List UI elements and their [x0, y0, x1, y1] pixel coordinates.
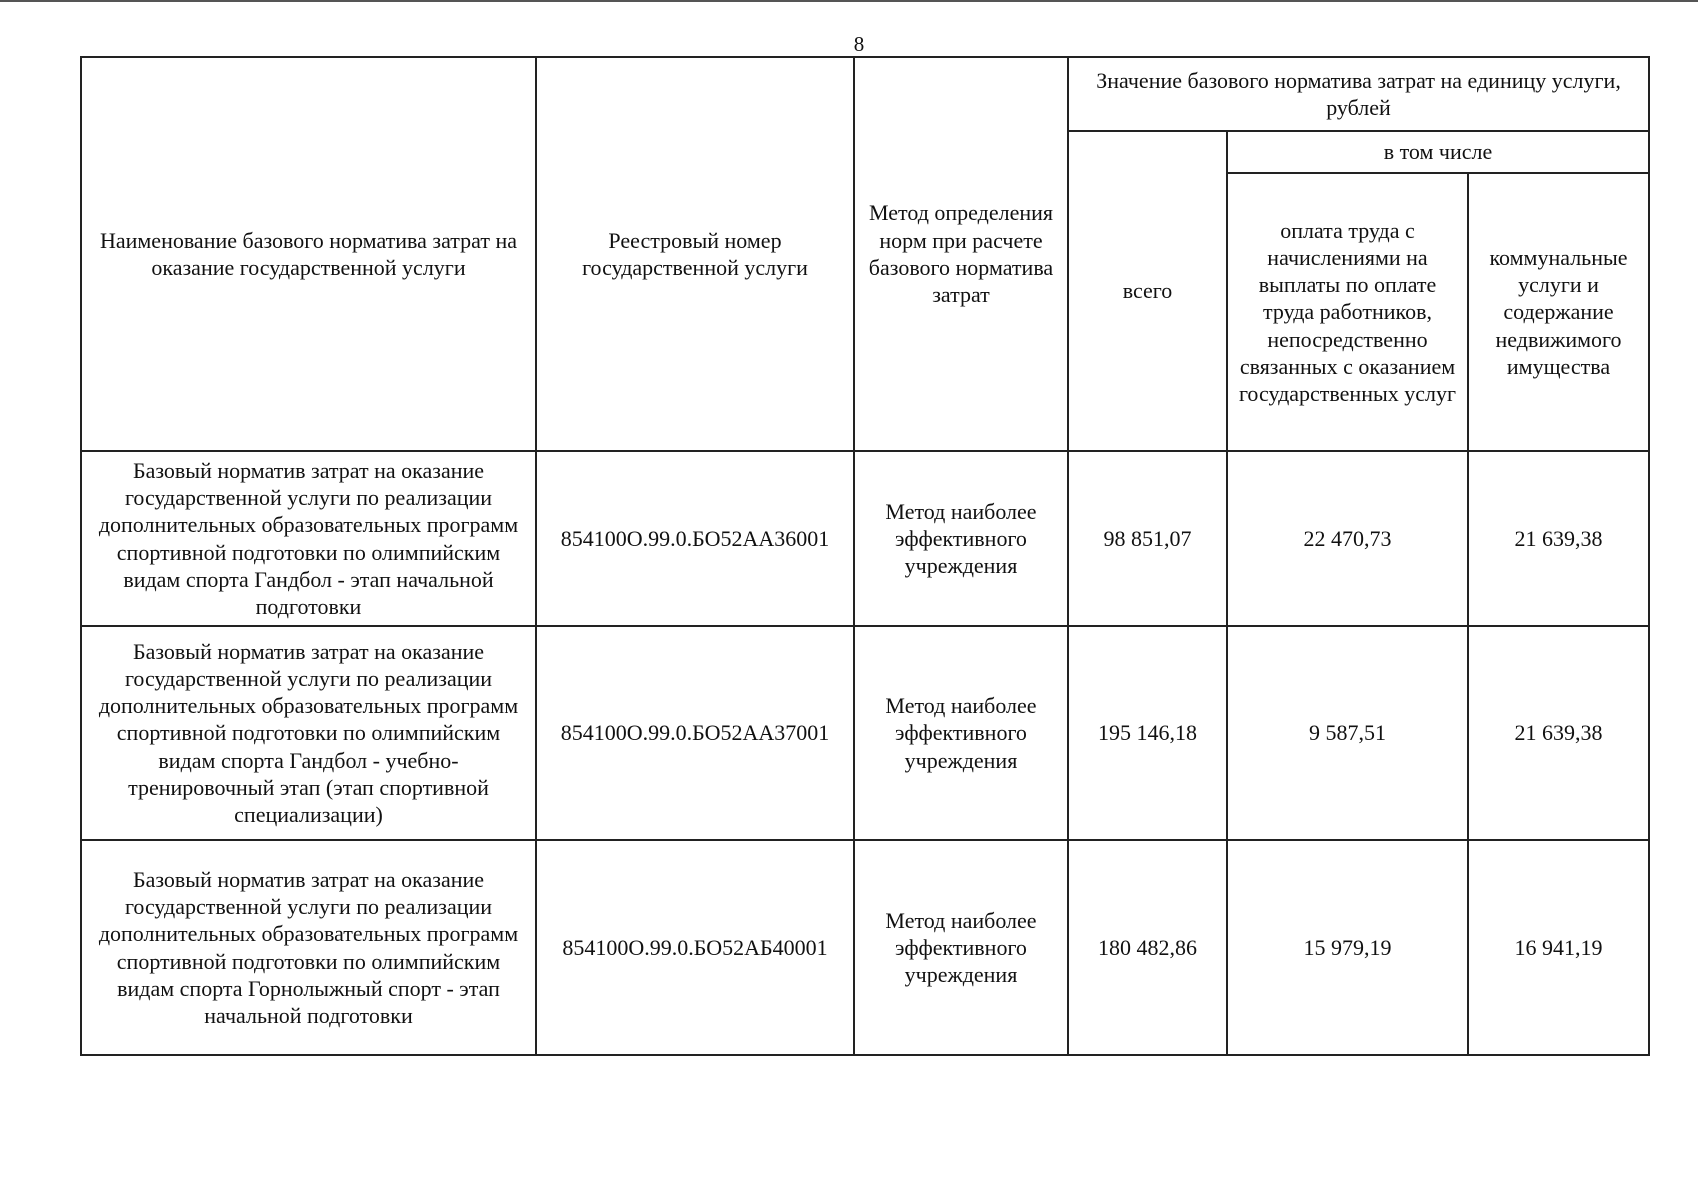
- header-value-group: Значение базового норматива затрат на единицу услуги, рублей: [1068, 57, 1649, 131]
- header-utilities: коммунальные услуги и содержание недвижимого имущества: [1468, 173, 1649, 451]
- cell-method: Метод наиболее эффективного учреждения: [854, 626, 1068, 840]
- page-number: 8: [853, 32, 865, 56]
- cost-norms-table: [80, 56, 1650, 1056]
- table-header-row: [81, 57, 1649, 131]
- cell-name: Базовый норматив затрат на оказание государственной услуги по реализации дополнительных образовательных программ спортивной подготовки по олимпийским видам спорта Гандбол - этап начальной подготовки: [81, 451, 536, 626]
- header-total: всего: [1068, 131, 1227, 451]
- header-method: Метод определения норм при расчете базового норматива затрат: [854, 57, 1068, 451]
- cell-name: Базовый норматив затрат на оказание государственной услуги по реализации дополнительных образовательных программ спортивной подготовки по олимпийским видам спорта Гандбол - учебно-тренировочный этап (этап спортивной специализации): [81, 626, 536, 840]
- cell-total: 180 482,86: [1068, 840, 1227, 1055]
- cell-utilities: 21 639,38: [1468, 451, 1649, 626]
- top-border-line: [0, 0, 1698, 2]
- cell-name: Базовый норматив затрат на оказание государственной услуги по реализации дополнительных образовательных программ спортивной подготовки по олимпийским видам спорта Горнолыжный спорт - этап начальной подготовки: [81, 840, 536, 1055]
- table-row: [81, 626, 1649, 840]
- header-name: Наименование базового норматива затрат на оказание государственной услуги: [81, 57, 536, 451]
- cell-registry-number: 854100О.99.0.БО52АБ40001: [536, 840, 854, 1055]
- cell-method: Метод наиболее эффективного учреждения: [854, 451, 1068, 626]
- cell-labor: 22 470,73: [1227, 451, 1468, 626]
- cell-registry-number: 854100О.99.0.БО52АА36001: [536, 451, 854, 626]
- header-including: в том числе: [1227, 131, 1649, 173]
- header-registry-number: Реестровый номер государственной услуги: [536, 57, 854, 451]
- table-row: [81, 840, 1649, 1055]
- cell-registry-number: 854100О.99.0.БО52АА37001: [536, 626, 854, 840]
- cell-labor: 9 587,51: [1227, 626, 1468, 840]
- cell-utilities: 16 941,19: [1468, 840, 1649, 1055]
- cell-utilities: 21 639,38: [1468, 626, 1649, 840]
- cell-total: 195 146,18: [1068, 626, 1227, 840]
- header-labor: оплата труда с начислениями на выплаты по оплате труда работников, непосредственно связанных с оказанием государственных услуг: [1227, 173, 1468, 451]
- cell-method: Метод наиболее эффективного учреждения: [854, 840, 1068, 1055]
- cell-total: 98 851,07: [1068, 451, 1227, 626]
- table-row: [81, 451, 1649, 626]
- cell-labor: 15 979,19: [1227, 840, 1468, 1055]
